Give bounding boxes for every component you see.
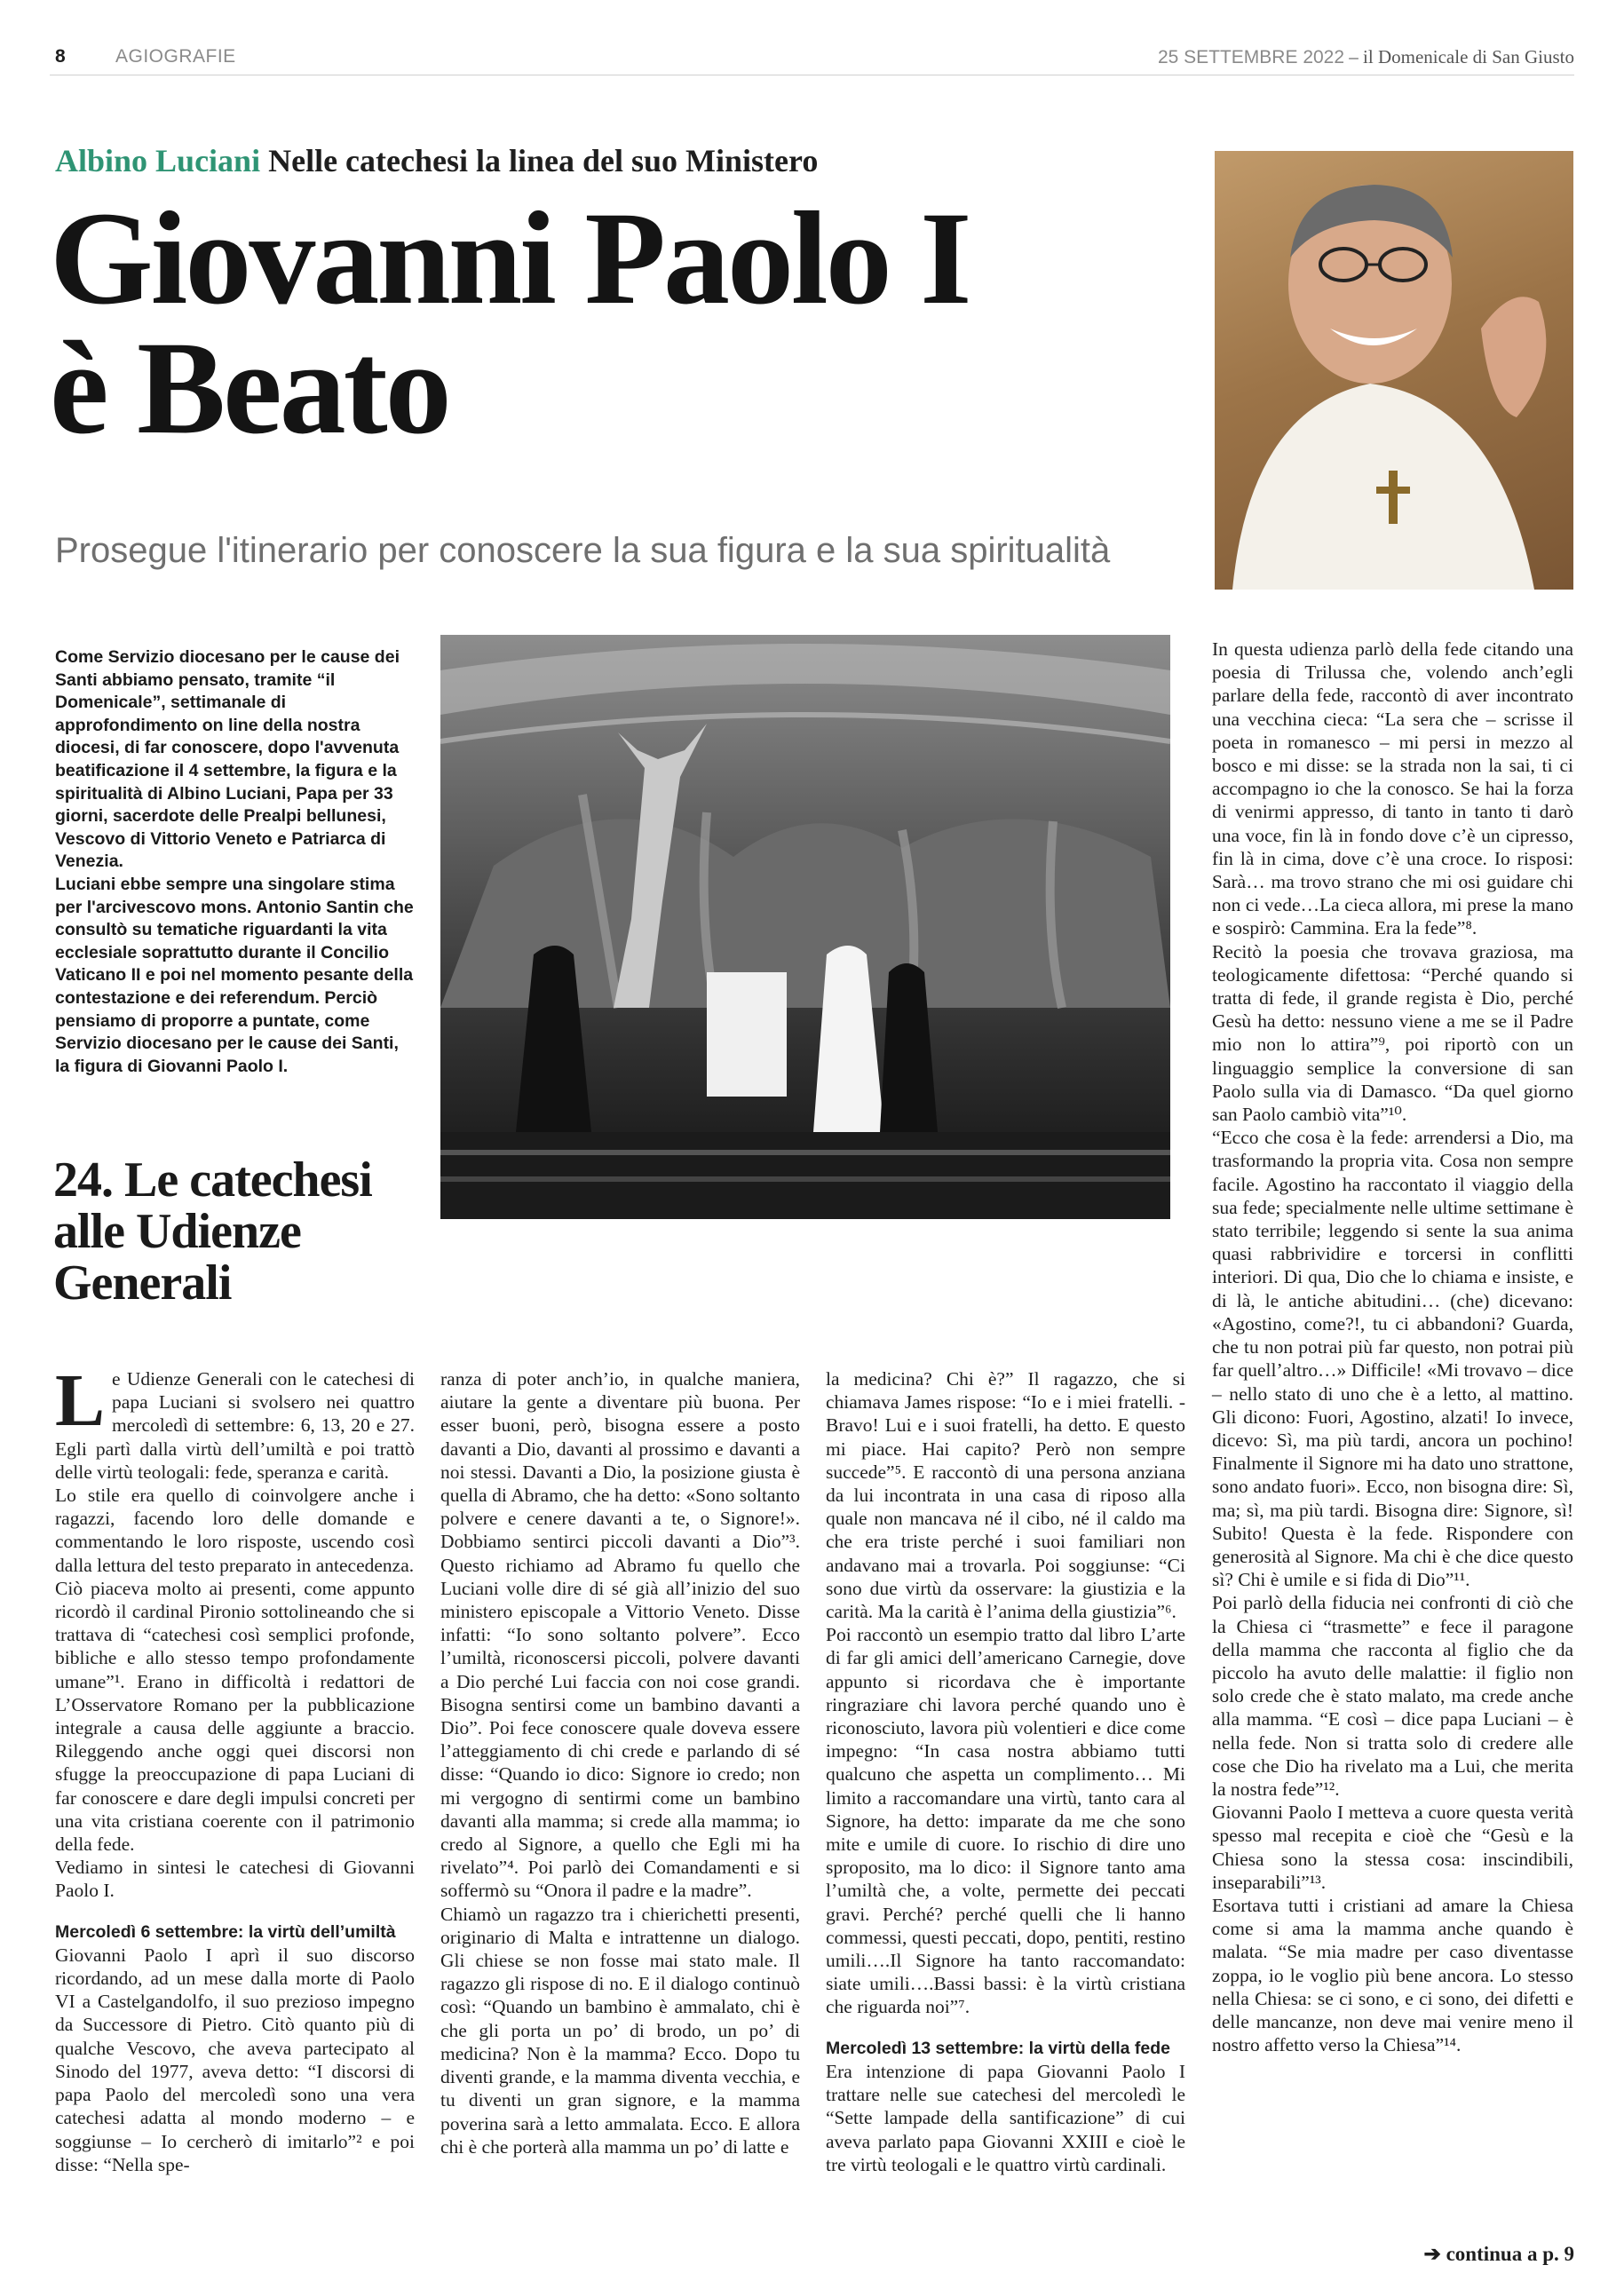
arrow-right-icon: ➔ (1423, 2243, 1446, 2265)
kicker-text: Nelle catechesi la linea del suo Ministero (260, 143, 819, 178)
section-heading: 24. Le catechesi alle Udienze Generali (53, 1152, 372, 1311)
paragraph: Poi parlò della fiducia nei confronti di ciò che la Chiesa ci “trasmette” e fece il paragone della mamma che racconta al figlio che da piccolo ha avuto delle malattie: il figlio non solo crede che è stato malato, ma crede anche alla mamma. “E così – dice papa Luciani – è nella fede. Non si tratta solo di credere alle cose che Dio ha rivelato ma a Lui, che merita la nostra fede”¹². (1212, 1592, 1573, 1800)
kicker-name: Albino Luciani (55, 143, 261, 178)
text-column-4 (1212, 638, 1573, 2056)
audience-hall-photo (440, 635, 1170, 1219)
kicker (55, 142, 818, 179)
paragraph: la medicina? Chi è?” Il ragazzo, che si chiamava James rispose: “Io e i miei fratelli. - Bravo! Lui e i suoi fratelli, ha detto. E questo mi piace. Hai capito? Però non sempre succede”⁵. E raccontò di una persona anziana da lui incontrata in una casa di riposo alla quale non mancava né il cibo, né il caldo ma che era triste perché i suoi familiari non andavano mai a trovarla. Poi soggiunse: “Ci sono due virtù da osservare: la giustizia e la carità. Ma la carità è l’anima della giustizia”⁶. (826, 1368, 1185, 1623)
paragraph: Giovanni Paolo I aprì il suo discorso ricordando, ad un mese dalla morte di Paolo VI a Castelgandolfo, il suo prezioso impegno da Successore di Pietro. Citò quanto più di qualche Vescovo, che aveva partecipato al Sinodo del 1977, aveva detto: “I discorsi di papa Paolo del mercoledì sono una vera catechesi adatta al mondo moderno – e soggiunse – Io cercherò di imitarlo”² e poi disse: “Nella spe- (55, 1944, 415, 2175)
title-line-1: Giovanni Paolo I (50, 185, 970, 332)
paragraph: Lo stile era quello di coinvolgere anche i ragazzi, facendo loro delle domande e commentando le loro risposte, uscendo così dalla lettura del testo preparato in antecedenza. (55, 1485, 415, 1576)
header-separator: – (1344, 46, 1364, 67)
intro-box (55, 646, 415, 1078)
portrait-illustration (1215, 151, 1573, 590)
publication-name: il Domenicale di San Giusto (1363, 46, 1574, 67)
paragraph: Chiamò un ragazzo tra i chierichetti presenti, originario di Malta e intrattenne un dialogo. Gli chiese se non fosse mai stato male. Il ragazzo gli rispose di no. E il dialogo continuò così: “Quando un bambino è ammalato, chi è che gli porta un po’ di brodo, un po’ di medicina? Non è la mamma? Ecco. Dopo tu diventi grande, e la mamma diventa vecchia, e tu diventi un gran signore, e la mamma poverina sarà a letto ammalata. Ecco. E allora chi è che porterà alla mamma un po’ di latte e (440, 1903, 800, 2158)
paragraph: Poi raccontò un esempio tratto dal libro L’arte di far gli amici dell’americano Carnegie, dove appunto si ricordava che è importante ringraziare chi lavora perché quando uno è riconosciuto, lavora più volentieri e dice come impegno: “In casa nostra abbiamo tutti qualcuno che aspetta un complimento… Mi limito a raccomandare una virtù, tanto cara al Signore, ha detto: imparate da me che sono mite e umile di cuore. Io rischio di dire uno sproposito, ma lo dico: il Signore tanto ama l’umiltà che, a volte, permette dei peccati gravi. Perché? perché quelli che li hanno commessi, questi peccati, dopo, pentiti, restino umili….Il Signore ha tanto raccomandato: siate umili….Bassi bassi: è la virtù cristiana che riguarda noi”⁷. (826, 1624, 1185, 2018)
issue-date: 25 SETTEMBRE 2022 (1157, 47, 1345, 67)
subsection-label: Mercoledì 13 settembre: la virtù della fede (826, 2038, 1170, 2058)
paragraph: Vediamo in sintesi le catechesi di Giovanni Paolo I. (55, 1857, 415, 1902)
continue-link[interactable] (1424, 2243, 1574, 2266)
paragraph (55, 1359, 415, 1484)
text-column-3 (826, 1367, 1185, 2176)
text-column-2 (440, 1367, 800, 2158)
intro-paragraph: Come Servizio diocesano per le cause dei Santi abbiamo pensato, tramite “il Domenicale”, settimanale di approfondimento on line della nostra diocesi, di far conoscere, dopo l'avvenuta beatificazione il 4 settembre, la figura e la spiritualità di Albino Luciani, Papa per 33 giorni, sacerdote delle Prealpi bellunesi, Vescovo di Vittorio Veneto e Patriarca di Venezia. (55, 647, 400, 872)
paragraph: Era intenzione di papa Giovanni Paolo I trattare nelle sue catechesi del mercoledì le “Sette lampade della santificazione” di cui aveva parlato papa Giovanni XXIII e cioè le tre virtù teologali e le quattro virtù cardinali. (826, 2060, 1185, 2175)
paragraph: ranza di poter anch’io, in qualche maniera, aiutare la gente a diventare più buona. Per esser buoni, però, bisogna essere a posto davanti a Dio, davanti al prossimo e davanti a noi stessi. Davanti a Dio, la posizione giusta è quella di Abramo, che ha detto: «Sono soltanto polvere e cenere davanti a te, o Signore!». Dobbiamo sentirci piccoli davanti a Dio”³. Questo richiamo ad Abramo fu quello che Luciani volle dire di sé già all’inizio del suo ministero episcopale a Vittorio Veneto. Disse infatti: “Io sono soltanto polvere”. Ecco l’umiltà, riconoscersi piccoli, polvere davanti a Dio perché Lui faccia con noi cose grandi. Bisogna sentirsi come un bambino davanti a Dio”. Poi fece conoscere quale doveva essere l’atteggiamento di chi crede e parlando di sé disse: “Quando io dico: Signore io credo; non mi vergogno di sentirmi come un bambino davanti alla mamma; si crede alla mamma; io credo al Signore, a quello che Egli mi ha rivelato”⁴. Poi parlò dei Comandamenti e si soffermò su “Onora il padre e la madre”. (440, 1368, 800, 1902)
paragraph: “Ecco che cosa è la fede: arrendersi a Dio, ma trasformando la propria vita. Cosa non sempre facile. Agostino ha raccontato il viaggio della sua fede; specialmente nelle ultime settimane è stato terribile; leggendo si sente la sua anima quasi rabbrividire e torcersi in conflitti interiori. Di qua, Dio che lo chiama e insiste, e di là, le antiche abitudini… (che) dicevano: «Agostino, come?!, tu ci abbandoni? Guarda, che tu non potrai più far questo, non potrai più far quell’altro…» Difficile! «Mi trovavo – dice – nello stato di uno che è a letto, al mattino. Gli dicono: Fuori, Agostino, alzati! Io invece, dicevo: Sì, ma più tardi, ancora un pochino! Finalmente il Signore mi ha dato uno strattone, sono andato fuori». Ecco, non bisogna dire: Sì, ma; sì, ma più tardi. Bisogna dire: Signore, sì! Subito! Questa è la fede. Rispondere con generosità al Signore. Ma chi è che dice questo sì? Chi è umile e si fida di Dio”¹¹. (1212, 1127, 1573, 1591)
text-column-1 (55, 1359, 415, 2176)
article-title (50, 185, 1160, 462)
paragraph: Giovanni Paolo I metteva a cuore questa verità spesso mal recepita e cioè che “Gesù e la Chiesa sono la stessa cosa: inscindibili, inseparabili”¹³. (1212, 1802, 1573, 1893)
paragraph: Recitò la poesia che trovava graziosa, ma teologicamente difettosa: “Perché quando si tratta di fede, il grande regista è Dio, perché Gesù ha detto: nessuno viene a me se il Padre mio non lo attira”⁹, poi riportò con un linguaggio semplice la conversione di san Paolo sulla via di Damasco. “Da quel giorno san Paolo cambiò vita”¹⁰. (1212, 940, 1573, 1126)
intro-paragraph: Luciani ebbe sempre una singolare stima per l'arcivescovo mons. Antonio Santin che consultò su tematiche riguardanti la vita ecclesiale soprattutto durante il Concilio Vaticano II e poi nel momento pesante della contestazione e dei referendum. Perciò pensiamo di proporre a puntate, come Servizio diocesano per le cause dei Santi, la figura di Giovanni Paolo I. (55, 874, 414, 1076)
article-subtitle: Prosegue l'itinerario per conoscere la sua figura e la sua spiritualità (55, 531, 1111, 570)
paragraph: Ciò piaceva molto ai presenti, come appunto ricordò il cardinal Pironio sottolineando che si trattava di “catechesi così semplici profonde, bibliche e allo stesso tempo profondamente umane”¹. Erano in difficoltà i redattori de L’Osservatore Romano per la pubblicazione integrale a causa delle aggiunte a braccio. Rileggendo anche oggi quei discorsi non sfugge la preoccupazione di papa Luciani di far conoscere e dare degli impulsi concreti per una vita cristiana coerente con il patrimonio della fede. (55, 1577, 415, 1856)
drop-cap: L (55, 1359, 106, 1442)
title-line-2: è Beato (50, 314, 449, 462)
paragraph-text: e Udienze Generali con le catechesi di papa Luciani si svolsero nei quattro mercoledì di settembre: 6, 13, 20 e 27. Egli partì dalla virtù dell’umiltà e poi trattò delle virtù teologali: fede, speranza e carità. (55, 1368, 415, 1483)
portrait-photo (1215, 151, 1573, 590)
section-name: AGIOGRAFIE (115, 46, 236, 67)
page-number: 8 (55, 46, 66, 67)
subsection-label: Mercoledì 6 settembre: la virtù dell’umiltà (55, 1921, 396, 1942)
continue-label: continua a p. 9 (1446, 2243, 1574, 2265)
paragraph: Esortava tutti i cristiani ad amare la Chiesa come si ama la mamma anche quando è malata. “Se mia madre per caso diventasse zoppa, io le voglio più bene ancora. Lo stesso nella Chiesa: se ci sono, e ci sono, dei difetti e delle mancanze, non deve mai venire meno il nostro affetto verso la Chiesa”¹⁴. (1212, 1894, 1573, 2056)
paragraph: In questa udienza parlò della fede citando una poesia di Trilussa che, volendo anch’egli parlare della fede, raccontò di aver incontrato una vecchina cieca: “La sera che – scrisse il poeta in romanesco – mi persi in mezzo al bosco e mi disse: se la strada non la sai, ti ci accompagno io che la conosco. Se hai la forza di venirmi appresso, di tanto in tanto ti darò una voce, fin là in fondo dove c’è un cipresso, fin là in cima, dove c’è una croce. Io risposi: Sarà… ma trovo strano che mi osi guidare chi non ci vede…La cieca allora, mi prese la mano e sospirò: Cammina. Era la fede”⁸. (1212, 638, 1573, 939)
issue-info (1158, 46, 1574, 68)
audience-hall-illustration (440, 635, 1170, 1219)
